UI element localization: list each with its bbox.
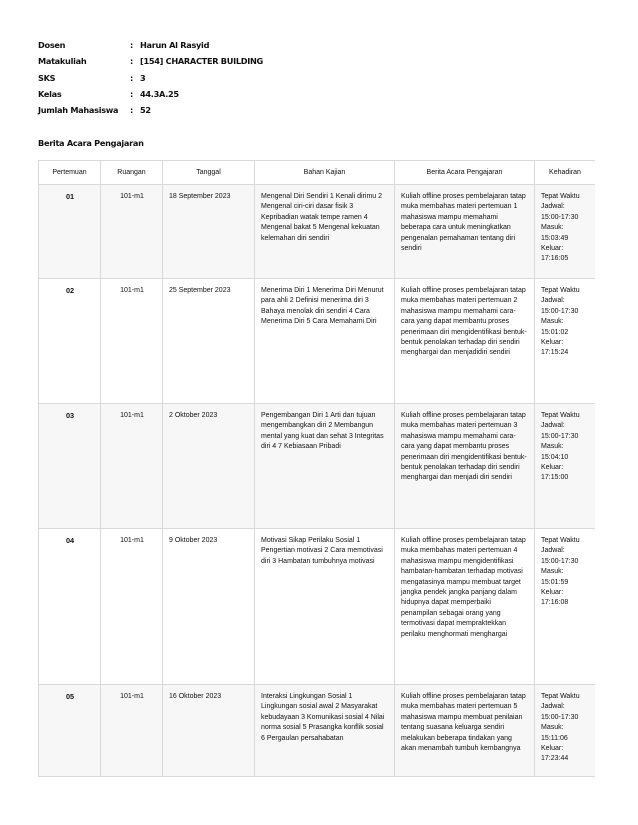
cell-tanggal: 18 September 2023: [163, 185, 255, 279]
cell-berita-acara: Kuliah offline proses pembelajaran tatap muka membahas materi pertemuan 2 mahasiswa mampu memahami cara- cara yang dapat membantu proses penerimaan diri mengidentifikasi bentuk-bentuk penolakan terhadap diri sendiri menghargai dan menjadidiri sendiri: [395, 279, 535, 404]
cell-pertemuan: 02: [39, 279, 101, 404]
cell-kehadiran: Tepat Waktu Jadwal: 15:00-17:30 Masuk: 15:01:59 Keluar: 17:16:08: [535, 529, 596, 685]
info-label: Matakuliah: [38, 56, 87, 67]
section-title: Berita Acara Pengajaran: [38, 138, 144, 148]
info-separator: :: [130, 88, 133, 99]
bap-table: [38, 160, 595, 777]
cell-berita-acara: Kuliah offline proses pembelajaran tatap muka membahas materi pertemuan 3 mahasiswa mampu memahami cara-cara yang dapat membantu proses penerimaan diri mengidentifikasi bentuk-bentuk penolakan terhadap diri sendiri menghargai dan menjadi diri sendiri: [395, 404, 535, 529]
info-row-jumlah-mahasiswa: [38, 102, 263, 118]
column-header-kehadiran: Kehadiran: [535, 161, 596, 185]
cell-bahan-kajian: Mengenal Diri Sendiri 1 Kenali dirimu 2 Mengenal ciri-ciri dasar fisik 3 Kepribadian watak tempe ramen 4 Mengenal bakat 5 Mengenal kekuatan kelemahan diri sendiri: [255, 185, 395, 279]
info-label: Kelas: [38, 88, 62, 99]
table-row: [39, 279, 596, 404]
bap-table-container: [38, 160, 595, 780]
info-row-matakuliah: [38, 53, 263, 69]
cell-pertemuan: 03: [39, 404, 101, 529]
cell-pertemuan: 01: [39, 185, 101, 279]
column-header-ruangan: Ruangan: [101, 161, 163, 185]
course-info: [38, 37, 263, 118]
column-header-berita-acara: Berita Acara Pengajaran: [395, 161, 535, 185]
cell-pertemuan: 04: [39, 529, 101, 685]
cell-tanggal: 16 Oktober 2023: [163, 685, 255, 777]
cell-berita-acara: Kuliah offline proses pembelajaran tatap muka membahas materi pertemuan 4 mahasiswa mampu mengidentifikasi hambatan-hambatan terhadap motivasi mengatasinya mampu membuat target jangka pendek jangka panjang dalam hidupnya dapat memperbaiki penampilan sebagai orang yang termotivasi dapat mempraktekkan perilaku menghormati menghargai: [395, 529, 535, 685]
info-separator: :: [130, 72, 133, 83]
info-label: Dosen: [38, 40, 66, 50]
info-label: Jumlah Mahasiswa: [38, 105, 119, 116]
info-value-jumlah-mahasiswa: 52: [140, 105, 151, 116]
cell-ruangan: 101-m1: [101, 685, 163, 777]
cell-berita-acara: Kuliah offline proses pembelajaran tatap muka membahas materi pertemuan 1 mahasiswa mampu memahami beberapa cara untuk meningkatkan pengenalan pemahaman tentang diri sendiri: [395, 185, 535, 279]
cell-ruangan: 101-m1: [101, 185, 163, 279]
info-row-sks: [38, 70, 263, 86]
info-separator: :: [130, 40, 133, 50]
info-row-dosen: [38, 37, 263, 53]
column-header-bahan-kajian: Bahan Kajian: [255, 161, 395, 185]
info-value-dosen: Harun Al Rasyid: [140, 40, 210, 50]
table-row: [39, 529, 596, 685]
table-row: [39, 404, 596, 529]
info-value-matakuliah: [154] CHARACTER BUILDING: [140, 56, 263, 67]
cell-pertemuan: 05: [39, 685, 101, 777]
column-header-pertemuan: Pertemuan: [39, 161, 101, 185]
cell-kehadiran: Tepat Waktu Jadwal: 15:00-17:30 Masuk: 15:11:06 Keluar: 17:23:44: [535, 685, 596, 777]
cell-kehadiran: Tepat Waktu Jadwal: 15:00-17:30 Masuk: 15:03:49 Keluar: 17:16:05: [535, 185, 596, 279]
info-separator: :: [130, 105, 133, 116]
info-value-sks: 3: [140, 72, 146, 83]
cell-bahan-kajian: Interaksi Lingkungan Sosial 1 Lingkungan sosial awal 2 Masyarakat kebudayaan 3 Komunikasi sosial 4 Nilai norma sosial 5 Prasangka konflik sosial 6 Pergaulan persahabatan: [255, 685, 395, 777]
column-header-tanggal: Tanggal: [163, 161, 255, 185]
table-row: [39, 685, 596, 777]
table-row: [39, 185, 596, 279]
info-label: SKS: [38, 72, 56, 83]
cell-kehadiran: Tepat Waktu Jadwal: 15:00-17:30 Masuk: 15:01:02 Keluar: 17:15:24: [535, 279, 596, 404]
cell-ruangan: 101-m1: [101, 529, 163, 685]
cell-tanggal: 2 Oktober 2023: [163, 404, 255, 529]
cell-tanggal: 25 September 2023: [163, 279, 255, 404]
cell-ruangan: 101-m1: [101, 279, 163, 404]
table-header-row: [39, 161, 596, 185]
cell-berita-acara: Kuliah offline proses pembelajaran tatap muka membahas materi pertemuan 5 mahasiswa mampu membuat penilaian tentang suasana keluarga sendiri melakukan beberapa tindakan yang akan menambah tumbuh kembangnya: [395, 685, 535, 777]
info-row-kelas: [38, 86, 263, 102]
cell-kehadiran: Tepat Waktu Jadwal: 15:00-17:30 Masuk: 15:04:10 Keluar: 17:15:00: [535, 404, 596, 529]
cell-bahan-kajian: Menerima Diri 1 Menerima Diri Menurut para ahli 2 Definisi menerima diri 3 Bahaya menolak diri sendiri 4 Cara Menerima Diri 5 Cara Memahami Diri: [255, 279, 395, 404]
info-separator: :: [130, 56, 133, 67]
cell-bahan-kajian: Motivasi Sikap Perilaku Sosial 1 Pengertian motivasi 2 Cara memotivasi diri 3 Hambatan tumbuhnya motivasi: [255, 529, 395, 685]
cell-bahan-kajian: Pengembangan Diri 1 Arti dan tujuan mengembangkan diri 2 Membangun mental yang kuat dan sehat 3 Integritas diri 4 7 Kebiasaan Pribadi: [255, 404, 395, 529]
info-value-kelas: 44.3A.25: [140, 88, 179, 99]
cell-tanggal: 9 Oktober 2023: [163, 529, 255, 685]
cell-ruangan: 101-m1: [101, 404, 163, 529]
